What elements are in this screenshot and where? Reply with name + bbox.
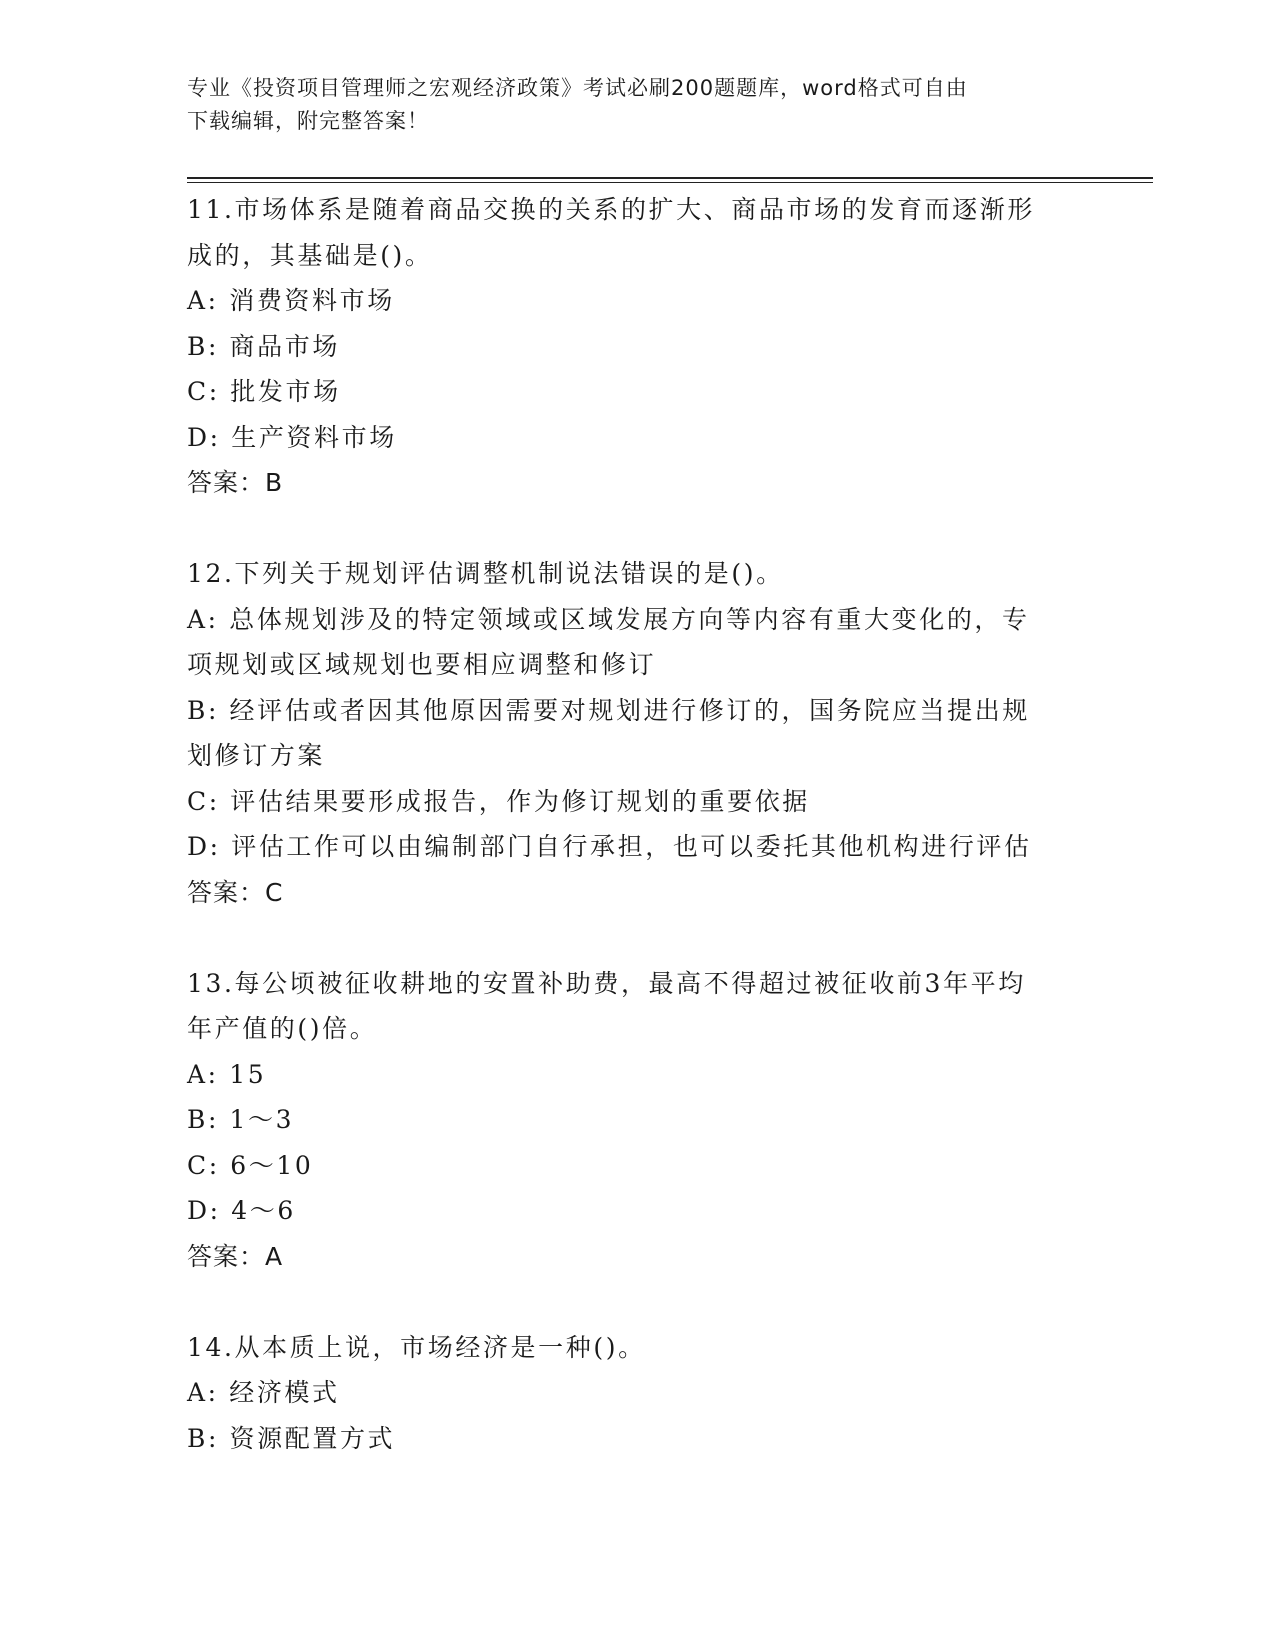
answer-option: C: 批发市场 <box>187 377 341 406</box>
answer-option: A: 总体规划涉及的特定领域或区域发展方向等内容有重大变化的，专 <box>187 604 1030 634</box>
question-item <box>187 1325 1087 1462</box>
answer-option: B: 经评估或者因其他原因需要对规划进行修订的，国务院应当提出规 <box>187 695 1030 725</box>
answer-option: C: 6～10 <box>187 1150 314 1180</box>
question-item <box>187 187 1087 506</box>
question-stem: 年产值的()倍。 <box>187 1014 378 1043</box>
question-list <box>187 187 1087 1461</box>
question-stem: 12.下列关于规划评估调整机制说法错误的是()。 <box>187 559 784 588</box>
answer-option: A: 消费资料市场 <box>187 286 395 315</box>
answer-option: 划修订方案 <box>187 741 326 770</box>
question-stem: 成的，其基础是()。 <box>187 240 433 270</box>
header-divider-thin <box>187 182 1153 183</box>
correct-answer: 答案：B <box>187 468 284 497</box>
document-header <box>187 72 1067 138</box>
answer-option: B: 1～3 <box>187 1105 295 1134</box>
answer-option: D: 4～6 <box>187 1196 296 1225</box>
answer-option: B: 商品市场 <box>187 331 340 361</box>
answer-option: A: 15 <box>187 1059 267 1089</box>
header-line: 下载编辑，附完整答案！ <box>187 109 429 133</box>
question-spacer <box>187 1279 1087 1325</box>
question-spacer <box>187 915 1087 961</box>
answer-option: B: 资源配置方式 <box>187 1423 396 1453</box>
answer-option: D: 生产资料市场 <box>187 422 397 452</box>
question-spacer <box>187 506 1087 552</box>
question-stem: 11.市场体系是随着商品交换的关系的扩大、商品市场的发育而逐渐形 <box>187 195 1035 224</box>
question-item <box>187 551 1087 915</box>
question-item <box>187 961 1087 1280</box>
answer-option: A: 经济模式 <box>187 1378 340 1407</box>
answer-option: D: 评估工作可以由编制部门自行承担，也可以委托其他机构进行评估 <box>187 832 1032 861</box>
header-divider <box>187 177 1153 179</box>
question-stem: 13.每公顷被征收耕地的安置补助费，最高不得超过被征收前3年平均 <box>187 968 1026 998</box>
answer-option: C: 评估结果要形成报告，作为修订规划的重要依据 <box>187 786 810 816</box>
correct-answer: 答案：C <box>187 877 284 907</box>
header-line: 专业《投资项目管理师之宏观经济政策》考试必刷200题题库，word格式可自由 <box>187 76 968 100</box>
correct-answer: 答案：A <box>187 1241 284 1271</box>
answer-option: 项规划或区域规划也要相应调整和修订 <box>187 650 657 679</box>
question-stem: 14.从本质上说，市场经济是一种()。 <box>187 1332 646 1362</box>
